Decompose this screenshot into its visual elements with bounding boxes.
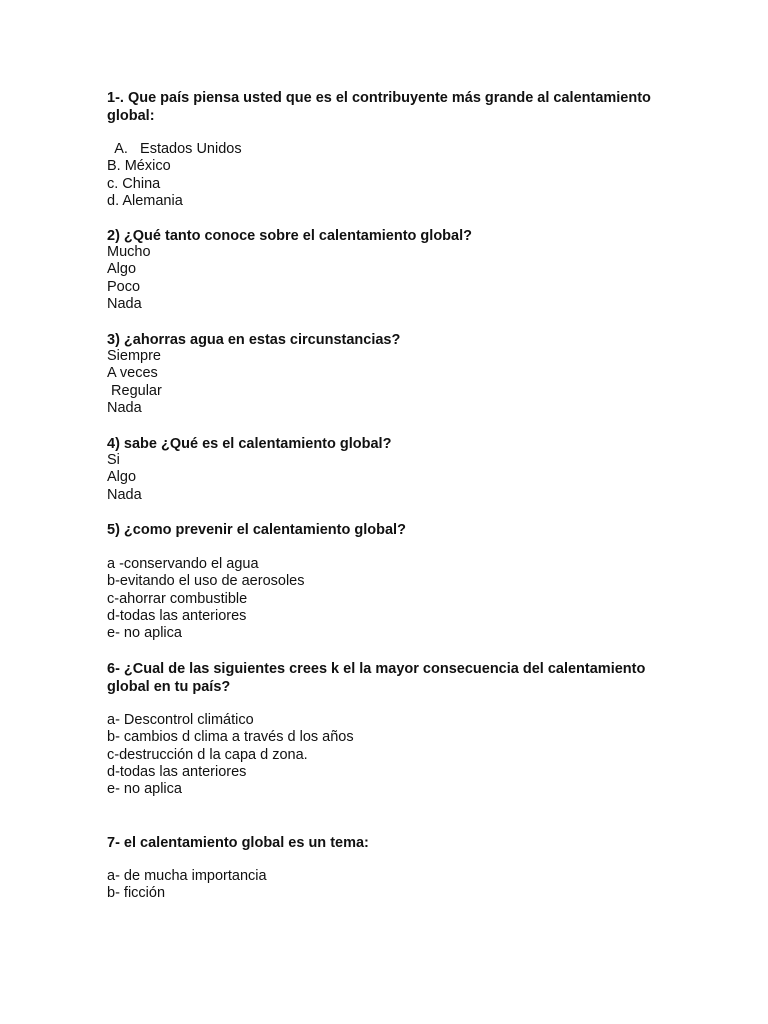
question-6-options xyxy=(107,712,354,798)
option: Poco xyxy=(107,278,141,295)
option: Regular xyxy=(107,382,162,399)
option: b- cambios d clima a través d los años xyxy=(107,729,354,746)
option: d-todas las anteriores xyxy=(107,607,247,624)
question-4-options xyxy=(107,452,142,504)
question-3-options xyxy=(107,348,162,417)
question-7-options xyxy=(107,868,267,903)
option: Nada xyxy=(107,295,142,312)
option: a- de mucha importancia xyxy=(107,868,267,884)
option: c-destrucción d la capa d zona. xyxy=(107,746,308,763)
option: Mucho xyxy=(107,244,151,260)
option: Algo xyxy=(107,469,137,486)
option: B. México xyxy=(107,158,171,175)
question-5-title: 5) ¿como prevenir el calentamiento global? xyxy=(107,522,406,538)
option: Si xyxy=(107,452,120,468)
option: b-evitando el uso de aerosoles xyxy=(107,573,305,590)
question-4-title: 4) sabe ¿Qué es el calentamiento global? xyxy=(107,436,392,452)
option: A veces xyxy=(107,365,158,382)
option: d-todas las anteriores xyxy=(107,763,247,780)
option: Nada xyxy=(107,486,142,503)
question-7-title: 7- el calentamiento global es un tema: xyxy=(107,835,369,851)
question-1-options xyxy=(107,141,242,210)
option: A. Estados Unidos xyxy=(107,141,242,157)
option: e- no aplica xyxy=(107,781,182,798)
option: c. China xyxy=(107,175,161,192)
option: Siempre xyxy=(107,348,161,364)
option: Algo xyxy=(107,261,137,278)
option: b- ficción xyxy=(107,885,166,902)
option: a -conservando el agua xyxy=(107,556,259,572)
question-3-title: 3) ¿ahorras agua en estas circunstancias? xyxy=(107,332,401,348)
question-1-title: 1-. Que país piensa usted que es el contribuyente más grande al calentamiento global: xyxy=(107,90,651,124)
question-6-title: 6- ¿Cual de las siguientes crees k el la mayor consecuencia del calentamiento global en tu país? xyxy=(107,661,646,695)
question-2-options xyxy=(107,244,151,313)
option: c-ahorrar combustible xyxy=(107,590,248,607)
option: d. Alemania xyxy=(107,192,183,209)
option: Nada xyxy=(107,399,142,416)
option: a- Descontrol climático xyxy=(107,712,254,728)
option: e- no aplica xyxy=(107,625,182,642)
question-2-title: 2) ¿Qué tanto conoce sobre el calentamiento global? xyxy=(107,228,472,244)
question-5-options xyxy=(107,556,305,642)
